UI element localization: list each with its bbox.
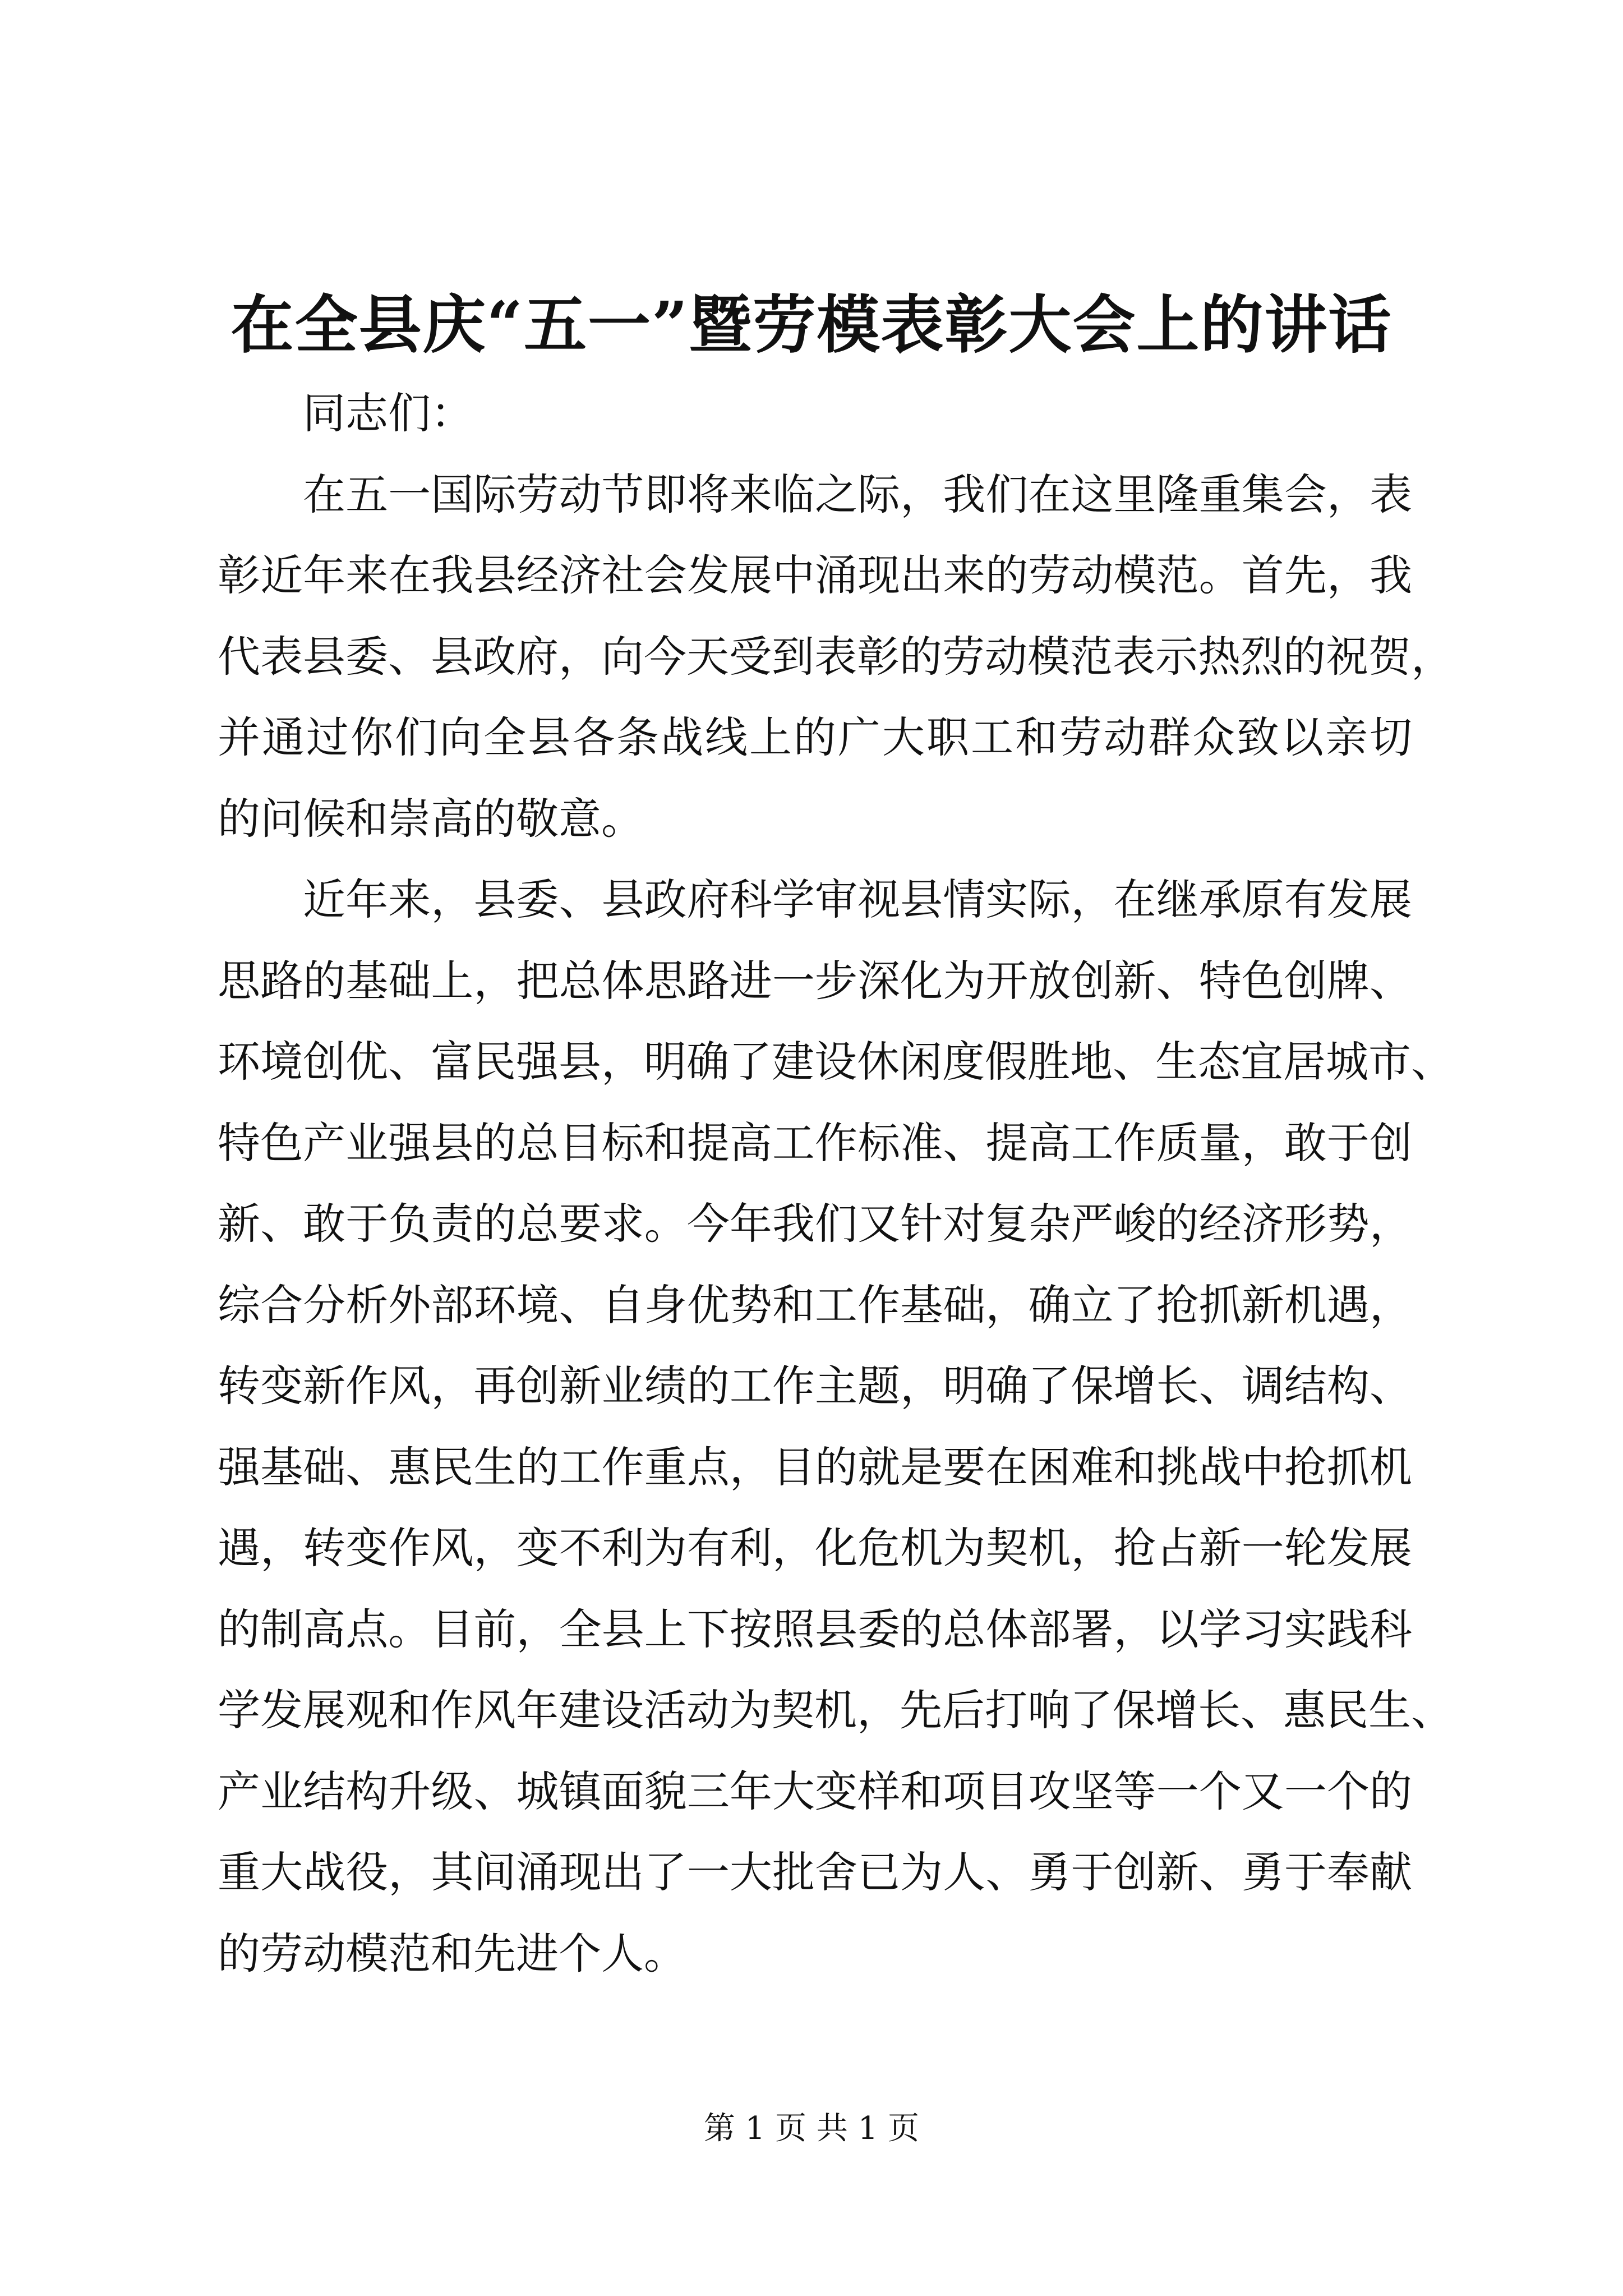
paragraph-line: 的问候和崇高的敬意。 bbox=[218, 793, 644, 844]
paragraph-line: 环境创优、富民强县，明确了建设休闲度假胜地、生态宜居城市、 bbox=[218, 1037, 1454, 1087]
paragraph-line: 并通过你们向全县各条战线上的广大职工和劳动群众致以亲切 bbox=[218, 712, 1412, 762]
paragraph-line: 综合分析外部环境、自身优势和工作基础，确立了抢抓新机遇， bbox=[218, 1280, 1412, 1330]
paragraph-line: 代表县委、县政府，向今天受到表彰的劳动模范表示热烈的祝贺， bbox=[218, 631, 1454, 682]
paragraph-line: 彰近年来在我县经济社会发展中涌现出来的劳动模范。首先，我 bbox=[218, 550, 1412, 600]
paragraph-line: 新、敢于负责的总要求。今年我们又针对复杂严峻的经济形势， bbox=[218, 1199, 1412, 1249]
salutation: 同志们： bbox=[303, 388, 473, 438]
document-body bbox=[218, 373, 1454, 1994]
paragraph-line: 的劳动模范和先进个人。 bbox=[218, 1928, 686, 1978]
document-title: 在全县庆“五一”暨劳模表彰大会上的讲话 bbox=[230, 288, 1393, 362]
paragraph-1 bbox=[218, 454, 1454, 860]
paragraph-line: 遇，转变作风，变不利为有利，化危机为契机，抢占新一轮发展 bbox=[218, 1523, 1412, 1573]
paragraph-line: 学发展观和作风年建设活动为契机，先后打响了保增长、惠民生、 bbox=[218, 1685, 1454, 1735]
paragraph-line: 近年来，县委、县政府科学审视县情实际，在继承原有发展 bbox=[303, 875, 1412, 924]
paragraph-line: 在五一国际劳动节即将来临之际，我们在这里隆重集会，表 bbox=[303, 469, 1412, 519]
paragraph-line: 思路的基础上，把总体思路进一步深化为开放创新、特色创牌、 bbox=[218, 955, 1412, 1006]
paragraph-line: 的制高点。目前，全县上下按照县委的总体部署，以学习实践科 bbox=[218, 1604, 1412, 1654]
paragraph-line: 强基础、惠民生的工作重点，目的就是要在困难和挑战中抢抓机 bbox=[218, 1442, 1412, 1492]
paragraph-line: 产业结构升级、城镇面貌三年大变样和项目攻坚等一个又一个的 bbox=[218, 1766, 1412, 1816]
paragraph-line: 转变新作风，再创新业绩的工作主题，明确了保增长、调结构、 bbox=[218, 1361, 1412, 1411]
paragraph-2 bbox=[218, 859, 1454, 1994]
paragraph-line: 重大战役，其间涌现出了一大批舍已为人、勇于创新、勇于奉献 bbox=[218, 1847, 1412, 1897]
page-footer: 第 1 页 共 1 页 bbox=[703, 2110, 920, 2147]
paragraph-line: 特色产业强县的总目标和提高工作标准、提高工作质量，敢于创 bbox=[218, 1117, 1412, 1168]
